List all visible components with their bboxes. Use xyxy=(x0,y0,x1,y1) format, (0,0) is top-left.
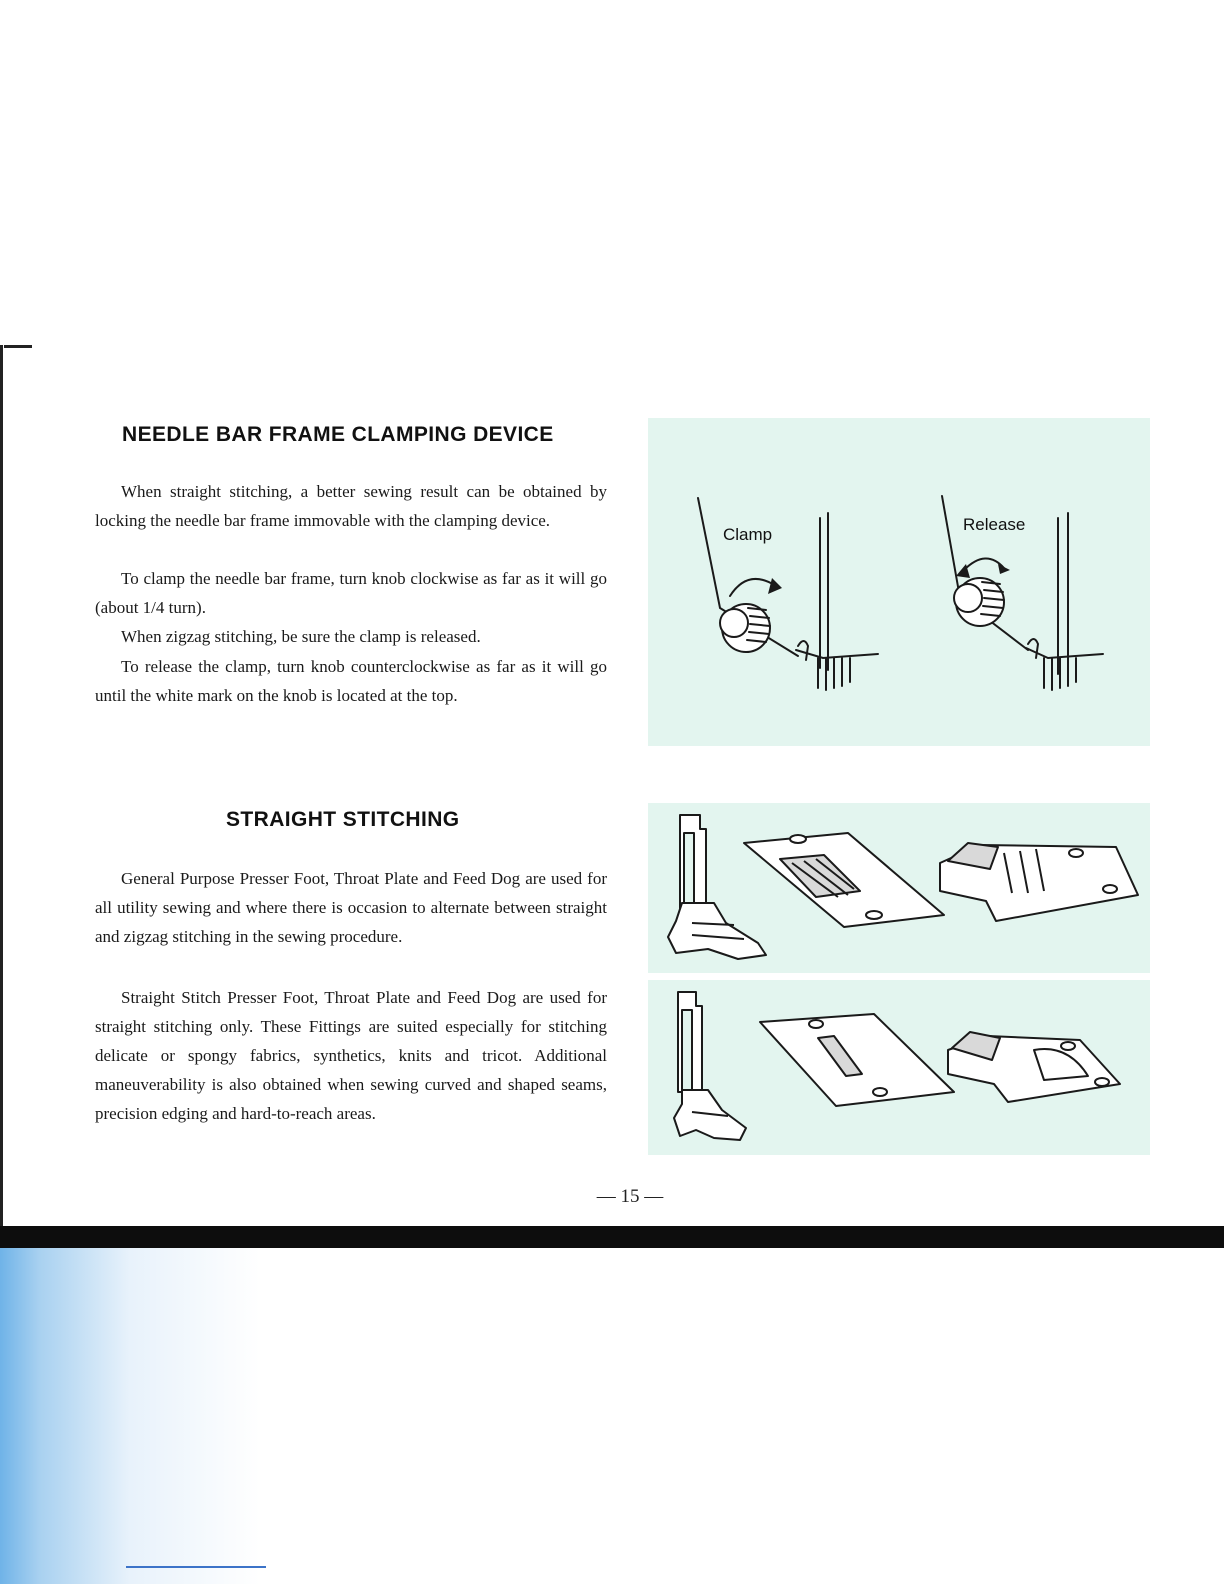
paragraph: When straight stitching, a better sewing result can be obtained by locking the needle bar frame immovable with the clamping device. xyxy=(95,482,607,530)
straight-stitch-feed-dog-icon xyxy=(948,1032,1120,1102)
page-bottom-edge xyxy=(0,1226,1224,1248)
counterclockwise-arrow-icon xyxy=(964,558,1004,570)
release-knob-icon xyxy=(954,578,1004,626)
scan-background xyxy=(0,1248,1224,1584)
general-purpose-fittings-figure xyxy=(648,803,1150,973)
clamp-release-figure xyxy=(648,418,1150,746)
zigzag-throat-plate-icon xyxy=(744,833,944,927)
paragraph: To clamp the needle bar frame, turn knob clockwise as far as it will go (about 1/4 turn). xyxy=(95,569,607,617)
straight-stitch-fittings-figure xyxy=(648,980,1150,1155)
straight-stitch-presser-foot-icon xyxy=(674,992,746,1140)
straight-stitch-throat-plate-icon xyxy=(760,1014,954,1106)
paragraph: When zigzag stitching, be sure the clamp is released. xyxy=(121,627,481,646)
clamp-knob-icon xyxy=(720,604,770,652)
section-heading-clamping-device: NEEDLE BAR FRAME CLAMPING DEVICE xyxy=(122,423,554,446)
paragraph: Straight Stitch Presser Foot, Throat Plate and Feed Dog are used for straight stitching only. These Fittings are suited especially for stitching delicate or spongy fabrics, synthetics, knits and tricot. Additional maneuverability is also obtained when sewing curved and shaped seams, precision edging and hard-to-reach areas. xyxy=(95,988,607,1123)
general-purpose-presser-foot-icon xyxy=(668,815,766,959)
release-label: Release xyxy=(963,515,1026,534)
underline-mark xyxy=(126,1566,266,1568)
zigzag-feed-dog-icon xyxy=(940,843,1138,921)
crop-mark xyxy=(4,345,32,348)
page-number: — 15 — xyxy=(596,1186,664,1207)
clamp-label: Clamp xyxy=(723,525,773,544)
paragraph: To release the clamp, turn knob counterclockwise as far as it will go until the white mark on the knob is located at the top. xyxy=(95,657,607,705)
paragraph: General Purpose Presser Foot, Throat Plate and Feed Dog are used for all utility sewing and where there is occasion to alternate between straight and zigzag stitching in the sewing procedure. xyxy=(95,869,607,946)
section-heading-straight-stitching: STRAIGHT STITCHING xyxy=(226,808,460,831)
